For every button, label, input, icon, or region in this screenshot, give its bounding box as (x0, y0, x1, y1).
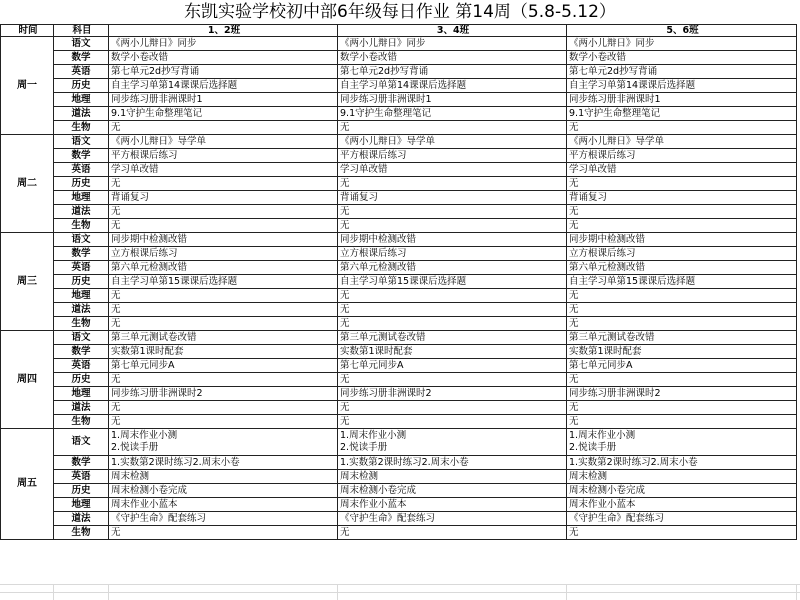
table-row (1, 233, 797, 247)
homework-cell[interactable]: 学习单改错 (109, 163, 338, 177)
header-class-3-4[interactable]: 3、4班 (338, 25, 567, 37)
table-row (1, 121, 797, 135)
homework-cell[interactable]: 无 (567, 303, 797, 317)
subject-cell[interactable]: 道法 (54, 303, 109, 317)
homework-cell[interactable]: 无 (567, 177, 797, 191)
homework-cell[interactable]: 第七单元2d抄写背诵 (567, 65, 797, 79)
homework-cell[interactable]: 周末作业小蓝本 (567, 498, 797, 512)
header-row (1, 25, 797, 37)
homework-cell[interactable]: 同步练习册非洲课时1 (338, 93, 567, 107)
table-row (1, 289, 797, 303)
table-row (1, 303, 797, 317)
homework-cell[interactable]: 同步练习册非洲课时1 (109, 93, 338, 107)
header-class-1-2[interactable]: 1、2班 (109, 25, 338, 37)
homework-cell[interactable]: 无 (109, 317, 338, 331)
homework-cell[interactable]: 立方根课后练习 (338, 247, 567, 261)
homework-cell[interactable]: 无 (338, 219, 567, 233)
subject-cell[interactable]: 历史 (54, 275, 109, 289)
subject-cell[interactable]: 数学 (54, 247, 109, 261)
homework-cell[interactable]: 1.周末作业小测 2.悦读手册 (338, 429, 567, 456)
homework-cell[interactable]: 实数第1课时配套 (567, 345, 797, 359)
homework-cell[interactable]: 《两小儿辩日》导学单 (567, 135, 797, 149)
subject-cell[interactable]: 地理 (54, 498, 109, 512)
homework-cell[interactable]: 无 (567, 401, 797, 415)
table-row (1, 429, 797, 456)
table-row (1, 191, 797, 205)
table-row (1, 37, 797, 51)
table-row (1, 331, 797, 345)
subject-cell[interactable]: 英语 (54, 470, 109, 484)
subject-cell[interactable]: 历史 (54, 484, 109, 498)
day-cell[interactable]: 周二 (1, 135, 54, 233)
homework-cell[interactable]: 第七单元同步A (567, 359, 797, 373)
homework-cell[interactable]: 背诵复习 (567, 191, 797, 205)
homework-cell[interactable]: 无 (109, 373, 338, 387)
empty-grid-rows (0, 584, 800, 600)
day-cell[interactable]: 周三 (1, 233, 54, 331)
homework-cell[interactable]: 背诵复习 (109, 191, 338, 205)
page-title: 东凯实验学校初中部6年级每日作业 第14周（5.8-5.12） (184, 2, 616, 22)
day-cell[interactable]: 周四 (1, 331, 54, 429)
subject-cell[interactable]: 地理 (54, 387, 109, 401)
table-row (1, 79, 797, 93)
subject-cell[interactable]: 语文 (54, 429, 109, 456)
subject-cell[interactable]: 地理 (54, 289, 109, 303)
homework-cell[interactable]: 无 (109, 205, 338, 219)
homework-cell[interactable]: 无 (109, 121, 338, 135)
homework-cell[interactable]: 无 (567, 219, 797, 233)
subject-cell[interactable]: 道法 (54, 107, 109, 121)
table-row (1, 415, 797, 429)
table-row (1, 345, 797, 359)
subject-cell[interactable]: 语文 (54, 233, 109, 247)
homework-cell[interactable]: 无 (338, 121, 567, 135)
subject-cell[interactable]: 英语 (54, 163, 109, 177)
table-row (1, 205, 797, 219)
grid-line (53, 584, 54, 600)
homework-cell[interactable]: 1.周末作业小测 2.悦读手册 (109, 429, 338, 456)
day-cell[interactable]: 周一 (1, 37, 54, 135)
homework-cell[interactable]: 平方根课后练习 (567, 149, 797, 163)
homework-cell[interactable]: 无 (338, 289, 567, 303)
homework-cell[interactable]: 无 (567, 121, 797, 135)
homework-cell[interactable]: 《两小儿辩日》同步 (567, 37, 797, 51)
table-row (1, 456, 797, 470)
homework-cell[interactable]: 1.周末作业小测 2.悦读手册 (567, 429, 797, 456)
homework-cell[interactable]: 同步练习册非洲课时2 (567, 387, 797, 401)
homework-cell[interactable]: 自主学习单第14课课后选择题 (567, 79, 797, 93)
homework-cell[interactable]: 无 (109, 415, 338, 429)
subject-cell[interactable]: 生物 (54, 415, 109, 429)
table-row (1, 135, 797, 149)
homework-cell[interactable]: 自主学习单第15课课后选择题 (109, 275, 338, 289)
table-row (1, 219, 797, 233)
table-row (1, 387, 797, 401)
day-cell[interactable]: 周五 (1, 429, 54, 540)
homework-cell[interactable]: 数学小卷改错 (338, 51, 567, 65)
homework-cell[interactable]: 背诵复习 (338, 191, 567, 205)
homework-cell[interactable]: 第七单元2d抄写背诵 (109, 65, 338, 79)
table-row (1, 163, 797, 177)
homework-cell[interactable]: 周末检测 (567, 470, 797, 484)
subject-cell[interactable]: 生物 (54, 219, 109, 233)
homework-cell[interactable]: 同步期中检测改错 (567, 233, 797, 247)
subject-cell[interactable]: 英语 (54, 261, 109, 275)
subject-cell[interactable]: 语文 (54, 135, 109, 149)
table-row (1, 359, 797, 373)
homework-cell[interactable]: 《两小儿辩日》导学单 (338, 135, 567, 149)
homework-cell[interactable]: 周末检测 (338, 470, 567, 484)
homework-cell[interactable]: 同步期中检测改错 (338, 233, 567, 247)
homework-cell[interactable]: 第三单元测试卷改错 (567, 331, 797, 345)
subject-cell[interactable]: 历史 (54, 79, 109, 93)
homework-cell[interactable]: 第七单元同步A (109, 359, 338, 373)
homework-cell[interactable]: 无 (338, 317, 567, 331)
header-class-5-6[interactable]: 5、6班 (567, 25, 797, 37)
subject-cell[interactable]: 生物 (54, 526, 109, 540)
subject-cell[interactable]: 数学 (54, 51, 109, 65)
homework-cell[interactable]: 周末检测小卷完成 (338, 484, 567, 498)
homework-cell[interactable]: 第七单元2d抄写背诵 (338, 65, 567, 79)
table-row (1, 261, 797, 275)
homework-cell[interactable]: 9.1守护生命整理笔记 (109, 107, 338, 121)
homework-cell[interactable]: 无 (109, 177, 338, 191)
homework-cell[interactable]: 自主学习单第15课课后选择题 (567, 275, 797, 289)
table-row (1, 177, 797, 191)
subject-cell[interactable]: 语文 (54, 37, 109, 51)
subject-cell[interactable]: 数学 (54, 149, 109, 163)
homework-cell[interactable]: 《两小儿辩日》导学单 (109, 135, 338, 149)
table-row (1, 149, 797, 163)
subject-cell[interactable]: 数学 (54, 456, 109, 470)
homework-cell[interactable]: 同步练习册非洲课时1 (567, 93, 797, 107)
homework-cell[interactable]: 立方根课后练习 (567, 247, 797, 261)
table-row (1, 401, 797, 415)
homework-cell[interactable]: 学习单改错 (567, 163, 797, 177)
homework-cell[interactable]: 学习单改错 (338, 163, 567, 177)
homework-cell[interactable]: 无 (338, 303, 567, 317)
homework-cell[interactable]: 无 (567, 415, 797, 429)
subject-cell[interactable]: 历史 (54, 177, 109, 191)
homework-cell[interactable]: 1.实数第2课时练习2.周末小卷 (338, 456, 567, 470)
subject-cell[interactable]: 地理 (54, 191, 109, 205)
homework-cell[interactable]: 同步练习册非洲课时2 (338, 387, 567, 401)
homework-cell[interactable]: 自主学习单第15课课后选择题 (338, 275, 567, 289)
table-row (1, 484, 797, 498)
grid-line (796, 584, 797, 600)
homework-table (0, 24, 797, 540)
table-row (1, 317, 797, 331)
table-row (1, 247, 797, 261)
subject-cell[interactable]: 英语 (54, 359, 109, 373)
header-time[interactable]: 时间 (1, 25, 54, 37)
homework-cell[interactable]: 无 (109, 303, 338, 317)
homework-cell[interactable]: 同步期中检测改错 (109, 233, 338, 247)
homework-cell[interactable]: 数学小卷改错 (567, 51, 797, 65)
homework-cell[interactable]: 《守护生命》配套练习 (338, 512, 567, 526)
table-row (1, 512, 797, 526)
table-row (1, 275, 797, 289)
table-row (1, 526, 797, 540)
subject-cell[interactable]: 道法 (54, 512, 109, 526)
homework-cell[interactable]: 无 (567, 373, 797, 387)
homework-cell[interactable]: 第三单元测试卷改错 (338, 331, 567, 345)
homework-cell[interactable]: 1.实数第2课时练习2.周末小卷 (567, 456, 797, 470)
homework-cell[interactable]: 实数第1课时配套 (338, 345, 567, 359)
homework-cell[interactable]: 9.1守护生命整理笔记 (567, 107, 797, 121)
homework-cell[interactable]: 立方根课后练习 (109, 247, 338, 261)
table-row (1, 51, 797, 65)
homework-cell[interactable]: 第七单元同步A (338, 359, 567, 373)
homework-cell[interactable]: 周末作业小蓝本 (109, 498, 338, 512)
header-subject[interactable]: 科目 (54, 25, 109, 37)
homework-cell[interactable]: 无 (109, 219, 338, 233)
homework-cell[interactable]: 无 (109, 526, 338, 540)
grid-line (108, 584, 109, 600)
homework-cell[interactable]: 平方根课后练习 (109, 149, 338, 163)
homework-cell[interactable]: 无 (109, 289, 338, 303)
subject-cell[interactable]: 道法 (54, 205, 109, 219)
homework-cell[interactable]: 周末检测小卷完成 (109, 484, 338, 498)
grid-line (566, 584, 567, 600)
homework-cell[interactable]: 周末作业小蓝本 (338, 498, 567, 512)
subject-cell[interactable]: 语文 (54, 331, 109, 345)
homework-cell[interactable]: 《守护生命》配套练习 (109, 512, 338, 526)
table-row (1, 470, 797, 484)
subject-cell[interactable]: 生物 (54, 121, 109, 135)
homework-cell[interactable]: 《两小儿辩日》同步 (338, 37, 567, 51)
homework-cell[interactable]: 自主学习单第14课课后选择题 (338, 79, 567, 93)
table-row (1, 498, 797, 512)
homework-cell[interactable]: 《守护生命》配套练习 (567, 512, 797, 526)
homework-cell[interactable]: 平方根课后练习 (338, 149, 567, 163)
homework-cell[interactable]: 周末检测 (109, 470, 338, 484)
homework-cell[interactable]: 第六单元检测改错 (338, 261, 567, 275)
homework-cell[interactable]: 无 (338, 526, 567, 540)
homework-cell[interactable]: 无 (338, 401, 567, 415)
subject-cell[interactable]: 英语 (54, 65, 109, 79)
homework-cell[interactable]: 无 (567, 526, 797, 540)
homework-cell[interactable]: 无 (109, 401, 338, 415)
homework-cell[interactable]: 1.实数第2课时练习2.周末小卷 (109, 456, 338, 470)
subject-cell[interactable]: 历史 (54, 373, 109, 387)
homework-cell[interactable]: 周末检测小卷完成 (567, 484, 797, 498)
grid-line (337, 584, 338, 600)
subject-cell[interactable]: 地理 (54, 93, 109, 107)
homework-cell[interactable]: 自主学习单第14课课后选择题 (109, 79, 338, 93)
homework-cell[interactable]: 无 (567, 205, 797, 219)
homework-cell[interactable]: 无 (567, 317, 797, 331)
homework-cell[interactable]: 同步练习册非洲课时2 (109, 387, 338, 401)
homework-cell[interactable]: 无 (338, 177, 567, 191)
table-row (1, 107, 797, 121)
homework-cell[interactable]: 无 (338, 205, 567, 219)
table-row (1, 65, 797, 79)
homework-cell[interactable]: 第六单元检测改错 (567, 261, 797, 275)
table-row (1, 373, 797, 387)
homework-cell[interactable]: 《两小儿辩日》同步 (109, 37, 338, 51)
homework-cell[interactable]: 数学小卷改错 (109, 51, 338, 65)
subject-cell[interactable]: 道法 (54, 401, 109, 415)
homework-cell[interactable]: 9.1守护生命整理笔记 (338, 107, 567, 121)
homework-cell[interactable]: 无 (338, 373, 567, 387)
subject-cell[interactable]: 数学 (54, 345, 109, 359)
homework-cell[interactable]: 第六单元检测改错 (109, 261, 338, 275)
homework-cell[interactable]: 实数第1课时配套 (109, 345, 338, 359)
subject-cell[interactable]: 生物 (54, 317, 109, 331)
homework-cell[interactable]: 无 (338, 415, 567, 429)
table-row (1, 93, 797, 107)
homework-cell[interactable]: 第三单元测试卷改错 (109, 331, 338, 345)
homework-cell[interactable]: 无 (567, 289, 797, 303)
